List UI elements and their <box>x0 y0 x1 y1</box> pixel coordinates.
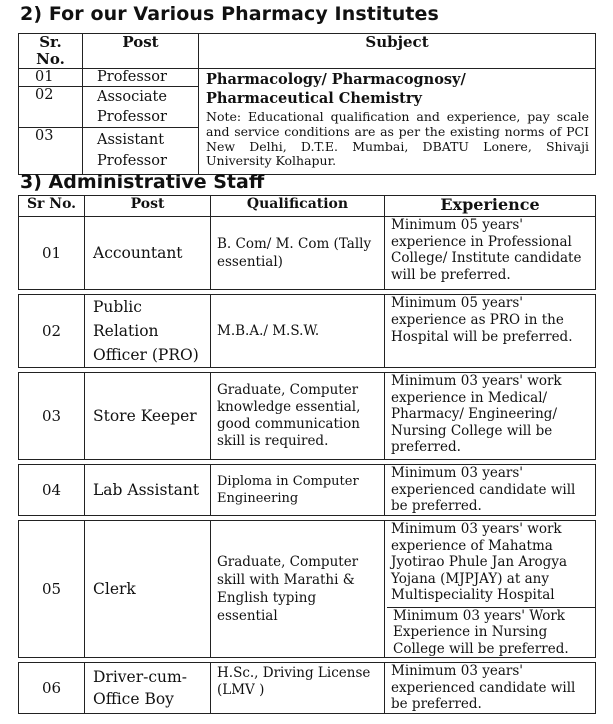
table-row <box>19 663 596 714</box>
table-row <box>19 295 596 368</box>
admin-staff-table <box>18 195 596 714</box>
subject-cell <box>199 69 596 175</box>
table-header-row <box>19 196 596 217</box>
experience-cell: Minimum 05 years' experience as PRO in the Hospital will be preferred. <box>385 295 596 368</box>
post-cell: Professor <box>83 69 199 87</box>
experience-cell: Minimum 03 years' experienced candidate will be preferred. <box>385 465 596 516</box>
header-sr-no: Sr No. <box>19 196 85 217</box>
post-cell: Public Relation Officer (PRO) <box>85 295 211 368</box>
post-cell: Lab Assistant <box>85 465 211 516</box>
sr-no-cell: 03 <box>19 373 85 460</box>
header-post: Post <box>83 34 199 69</box>
qualification-cell: Graduate, Computer skill with Marathi & English typing essential <box>211 521 385 658</box>
header-post: Post <box>85 196 211 217</box>
table-row <box>19 465 596 516</box>
post-cell: Assistant Professor <box>83 128 199 175</box>
post-cell: Accountant <box>85 217 211 290</box>
qualification-cell: B. Com/ M. Com (Tally essential) <box>211 217 385 290</box>
post-cell: Associate Professor <box>83 87 199 128</box>
qualification-cell: M.B.A./ M.S.W. <box>211 295 385 368</box>
table-row <box>19 69 596 87</box>
experience-text-secondary: Minimum 03 years' Work Experience in Nursing College will be preferred. <box>387 607 595 658</box>
sr-no-cell: 01 <box>19 69 83 87</box>
table-row <box>19 373 596 460</box>
qualification-cell: Graduate, Computer knowledge essential, good communication skill is required. <box>211 373 385 460</box>
post-cell: Store Keeper <box>85 373 211 460</box>
sr-no-cell: 05 <box>19 521 85 658</box>
sr-no-cell: 02 <box>19 87 83 128</box>
qualification-cell: H.Sc., Driving License (LMV ) <box>211 663 385 714</box>
table-row <box>19 521 596 658</box>
table-row <box>19 217 596 290</box>
post-cell: Clerk <box>85 521 211 658</box>
header-subject: Subject <box>199 34 596 69</box>
sr-no-cell: 04 <box>19 465 85 516</box>
qualification-cell: Diploma in Computer Engineering <box>211 465 385 516</box>
admin-section-heading: 3) Administrative Staff <box>20 171 265 193</box>
post-cell: Driver-cum-Office Boy <box>85 663 211 714</box>
sr-no-cell: 01 <box>19 217 85 290</box>
pharmacy-section-heading: 2) For our Various Pharmacy Institutes <box>20 3 439 25</box>
header-experience: Experience <box>385 196 596 217</box>
header-sr-no: Sr. No. <box>19 34 83 69</box>
pharmacy-posts-table <box>18 33 596 175</box>
experience-text: Minimum 03 years' work experience of Mahatma Jyotirao Phule Jan Arogya Yojana (MJPJAY) at any Multispeciality Hospital <box>391 521 567 603</box>
experience-cell: Minimum 03 years' work experience in Medical/ Pharmacy/ Engineering/ Nursing College will be preferred. <box>385 373 596 460</box>
subject-note: Note: Educational qualification and experience, pay scale and service conditions are as per the existing norms of PCI New Delhi, D.T.E. Mumbai, DBATU Lonere, Shivaji University Kolhapur. <box>206 109 589 169</box>
table-header-row <box>19 34 596 69</box>
experience-cell <box>385 521 596 658</box>
experience-cell: Minimum 05 years' experience in Professional College/ Institute candidate will be preferred. <box>385 217 596 290</box>
subject-title: Pharmacology/ Pharmacognosy/ Pharmaceutical Chemistry <box>206 71 466 107</box>
experience-cell: Minimum 03 years' experienced candidate will be preferred. <box>385 663 596 714</box>
sr-no-cell: 03 <box>19 128 83 175</box>
sr-no-cell: 02 <box>19 295 85 368</box>
header-qualification: Qualification <box>211 196 385 217</box>
sr-no-cell: 06 <box>19 663 85 714</box>
